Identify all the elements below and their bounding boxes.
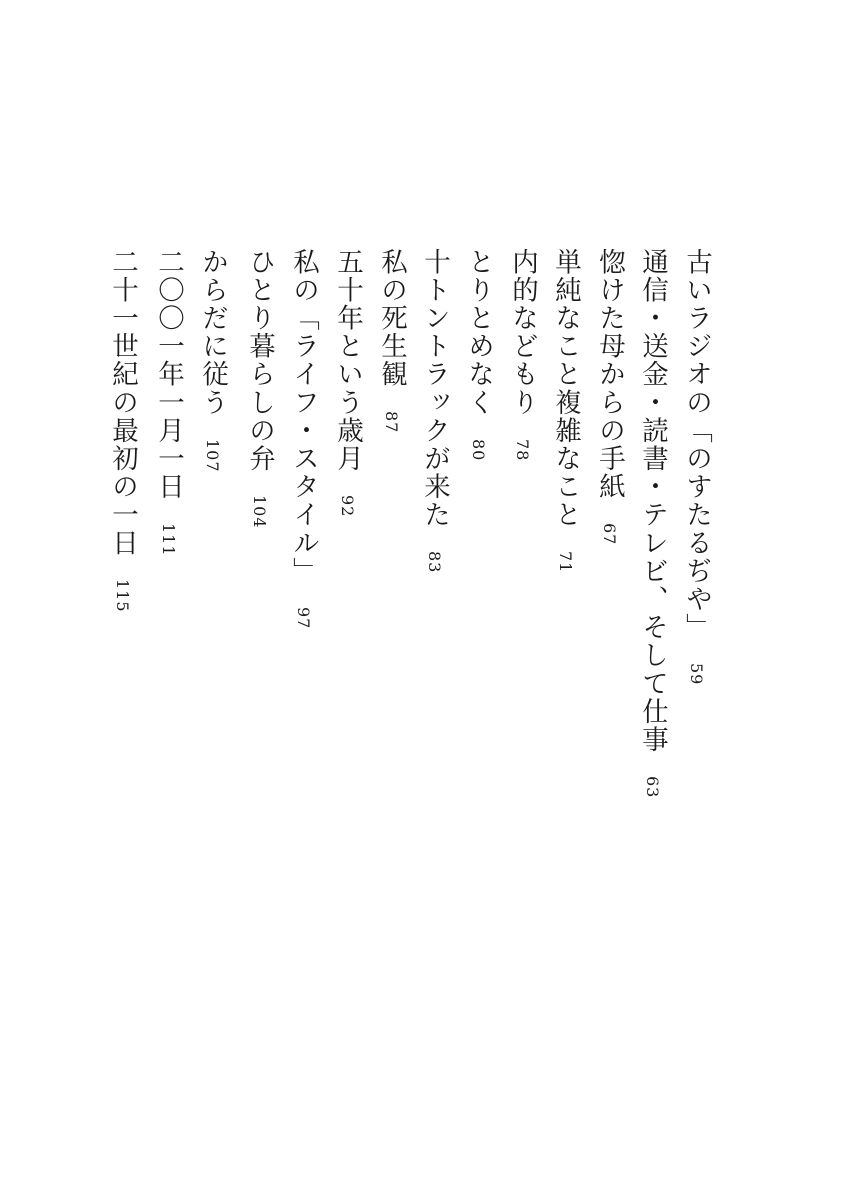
toc-entry-title: からだに従う <box>197 248 228 417</box>
toc-entry-page: 67 <box>600 522 619 546</box>
toc-entry-page: 107 <box>203 438 222 473</box>
toc-entry-page: 97 <box>294 607 313 630</box>
toc-entry-title: 私の死生観 <box>376 248 407 389</box>
toc-entry <box>458 248 498 461</box>
toc-entry-title: 惚けた母からの手紙 <box>594 248 625 501</box>
toc-entry-page: 104 <box>250 494 269 529</box>
toc-entry-title: 十トントラックが来た <box>419 248 450 529</box>
toc-entry-page: 111 <box>159 522 178 557</box>
toc-entry-page: 59 <box>687 663 706 686</box>
toc-entry <box>327 248 367 517</box>
toc-entry-title: 五十年という歳月 <box>332 248 363 473</box>
toc-entry <box>283 248 323 630</box>
toc-entry-title: 内的などもり <box>507 248 538 417</box>
toc-entry <box>502 248 542 461</box>
toc-entry-page: 87 <box>382 410 401 433</box>
toc-entry-title: 単純なこと複雑なこと <box>550 248 581 529</box>
toc-entry-page: 92 <box>338 494 357 518</box>
toc-entry <box>102 248 142 613</box>
toc-entry <box>589 248 629 545</box>
toc-entry <box>371 248 411 433</box>
toc-entry-page: 83 <box>425 551 444 574</box>
toc-entry-title: 私の「ライフ・スタイル」 <box>288 248 319 586</box>
toc-entry-page: 80 <box>469 438 488 461</box>
toc-entry <box>239 248 279 528</box>
toc-entry-page: 78 <box>513 438 532 461</box>
toc-entry-page: 63 <box>643 775 662 799</box>
toc-entry <box>148 248 188 556</box>
toc-entry-title: とりとめなく <box>463 248 494 417</box>
toc-entry-title: 二十一世紀の最初の一日 <box>107 248 138 558</box>
toc-entry-title: ひとり暮らしの弁 <box>244 248 275 473</box>
toc-entry <box>676 248 716 686</box>
toc-entry-title: 古いラジオの「のすたるぢや」 <box>681 248 712 642</box>
toc-entry-title: 通信・送金・読書・テレビ、そして仕事 <box>637 248 668 754</box>
toc-entry <box>414 248 454 573</box>
toc-entry-page: 115 <box>113 579 132 613</box>
toc-entry <box>632 248 672 798</box>
toc-entry <box>192 248 232 472</box>
toc-entry-page: 71 <box>556 551 575 574</box>
toc-entry <box>545 248 585 573</box>
toc-entry-title: 二〇〇一年一月一日 <box>153 248 184 501</box>
